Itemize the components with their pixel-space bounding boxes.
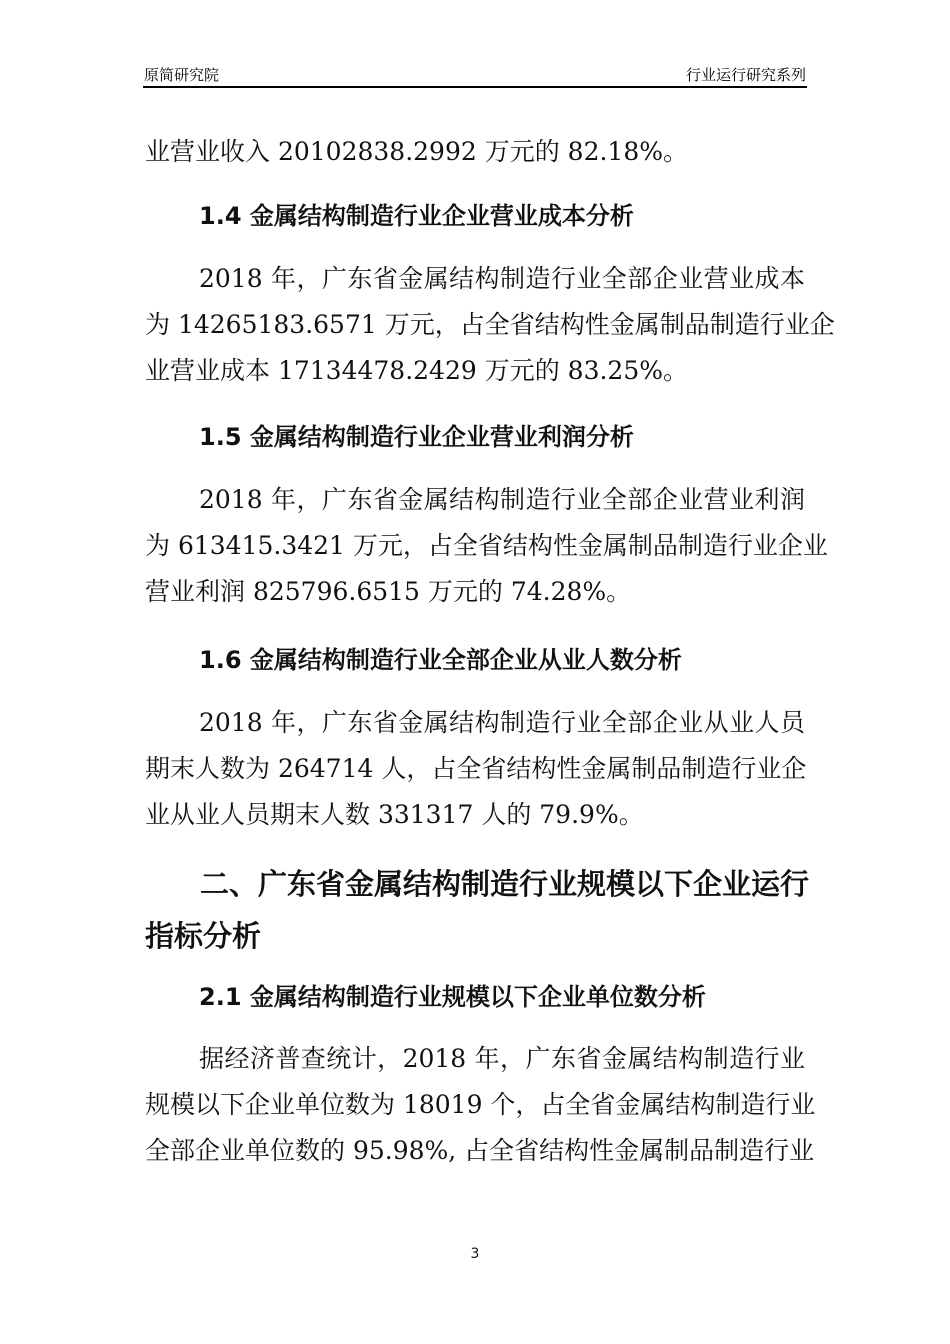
paragraph-line: 业从业人员期末人数 331317 人的 79.9%。 [145, 800, 644, 829]
paragraph-line: 业营业成本 17134478.2429 万元的 83.25%。 [145, 356, 688, 385]
section-heading-1-5: 1.5 金属结构制造行业企业营业利润分析 [199, 423, 634, 451]
page-number: 3 [470, 1246, 480, 1262]
chapter-heading: 二、广东省金属结构制造行业规模以下企业运行 [200, 867, 810, 901]
header-org: 原简研究院 [144, 66, 220, 84]
paragraph-line: 2018 年，广东省金属结构制造行业全部企业营业利润 [199, 485, 805, 514]
paragraph-line: 2018 年，广东省金属结构制造行业全部企业从业人员 [199, 708, 805, 737]
paragraph-line: 2018 年，广东省金属结构制造行业全部企业营业成本 [199, 264, 805, 293]
section-heading-1-4: 1.4 金属结构制造行业企业营业成本分析 [199, 202, 634, 230]
header-series: 行业运行研究系列 [685, 66, 806, 84]
chapter-heading-cont: 指标分析 [145, 919, 262, 953]
paragraph-line: 规模以下企业单位数为 18019 个，占全省金属结构制造行业 [145, 1090, 816, 1119]
section-heading-1-6: 1.6 金属结构制造行业全部企业从业人数分析 [199, 646, 682, 674]
paragraph-line: 营业利润 825796.6515 万元的 74.28%。 [145, 577, 632, 606]
paragraph-line: 全部企业单位数的 95.98%, 占全省结构性金属制品制造行业 [145, 1136, 815, 1165]
paragraph-line: 为 613415.3421 万元，占全省结构性金属制品制造行业企业 [145, 531, 828, 560]
paragraph-line: 业营业收入 20102838.2992 万元的 82.18%。 [145, 137, 688, 166]
paragraph-line: 期末人数为 264714 人，占全省结构性金属制品制造行业企 [145, 754, 807, 783]
paragraph-line: 据经济普查统计，2018 年，广东省金属结构制造行业 [199, 1044, 805, 1073]
header-rule [143, 86, 807, 88]
paragraph-line: 为 14265183.6571 万元，占全省结构性金属制品制造行业企 [145, 310, 835, 339]
section-heading-2-1: 2.1 金属结构制造行业规模以下企业单位数分析 [199, 983, 706, 1011]
